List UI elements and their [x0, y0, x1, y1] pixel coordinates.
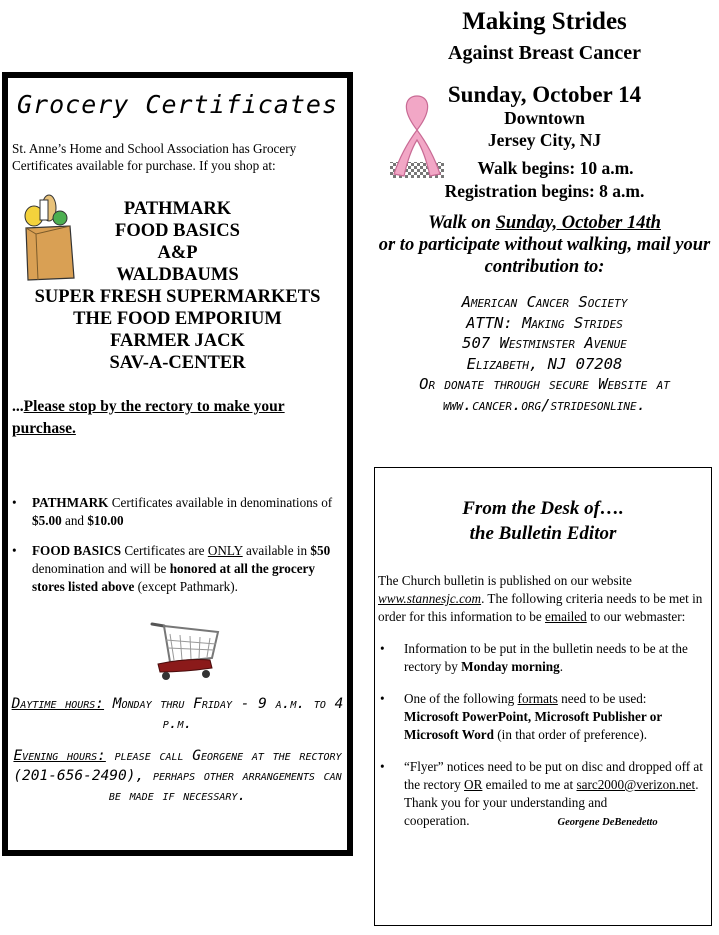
formats-word: formats [517, 691, 558, 706]
emailed-word: emailed [545, 609, 587, 624]
list-item [378, 640, 704, 676]
walk-on-text: Walk on [428, 213, 496, 233]
address-line: Or donate through secure Website at [419, 375, 670, 393]
strides-date: Sunday, October 14 [447, 82, 642, 107]
store-name: FOOD BASICS [115, 221, 240, 241]
grocery-title: Grocery Certificates [16, 90, 339, 119]
or-word: OR [464, 777, 483, 792]
desk-text: . [695, 777, 699, 792]
desk-title-line: the Bulletin Editor [469, 523, 617, 544]
address-line: www.cancer.org/stridesonline. [443, 395, 646, 414]
stop-text: Please stop by the rectory to make your purchase. [12, 398, 285, 437]
bullet-honored: honored at all the grocery stores listed above [32, 561, 316, 594]
bullet-text: Certificates are [121, 543, 208, 558]
stop-by-rectory [12, 396, 337, 440]
strides-location-2: Jersey City, NJ [487, 130, 602, 150]
desk-text: “Flyer” notices need to be put on disc and dropped off at the rectory [404, 759, 703, 792]
list-item [378, 758, 704, 832]
strides-title: Making Strides [462, 8, 627, 35]
editor-signature: Georgene DeBenedetto [557, 817, 658, 828]
bullet-text: and [61, 513, 88, 528]
bullet-text: (except Pathmark). [134, 579, 238, 594]
store-name: A&P [157, 243, 198, 263]
walk-on-rest: or to participate without walking, mail your contribution to: [378, 235, 711, 277]
list-item [378, 690, 704, 744]
desk-bold: Monday morning [461, 659, 560, 674]
grocery-intro: St. Anne’s Home and School Association has Grocery Certificates available for purchase. If you shop at: [12, 141, 297, 173]
evening-text: please call Georgene at the rectory (201-656-2490), perhaps other arrangements can be made if necessary. [13, 748, 342, 804]
bullet-amount: $10.00 [87, 513, 124, 528]
bullet-store: PATHMARK [32, 495, 109, 510]
address-line: ATTN: Making Strides [466, 313, 623, 332]
bullet-text: Certificates available in denominations of [108, 495, 333, 510]
address-line: American Cancer Society [461, 293, 628, 311]
bullet-amount: $50 [310, 543, 331, 558]
grocery-panel-border [2, 72, 353, 856]
walk-on-date: Sunday, October 14th [495, 213, 661, 233]
email-link[interactable]: sarc2000@verizon.net [576, 777, 696, 792]
list-item [12, 494, 337, 530]
store-name: FARMER JACK [110, 331, 245, 351]
desk-intro [378, 572, 704, 626]
desk-text: Information to be put in the bulletin needs to be at the rectory by [404, 641, 688, 674]
strides-subtitle: Against Breast Cancer [448, 42, 641, 64]
daytime-label: Daytime hours: [11, 696, 105, 712]
desk-title [375, 496, 711, 546]
store-list [8, 198, 347, 374]
stop-prefix: ... [12, 398, 24, 415]
store-name: SAV-A-CENTER [109, 353, 246, 373]
store-name: THE FOOD EMPORIUM [73, 309, 282, 329]
desk-text: need to be used: [557, 691, 647, 706]
evening-label: Evening hours: [13, 748, 106, 764]
grocery-panel [8, 78, 347, 850]
store-name: WALDBAUMS [116, 265, 239, 285]
store-name: SUPER FRESH SUPERMARKETS [34, 287, 321, 307]
bullet-store: FOOD BASICS [32, 543, 122, 558]
bullet-text: denomination and will be [32, 561, 170, 576]
desk-body [378, 572, 704, 846]
website-link[interactable]: www.stannesjc.com [378, 591, 482, 606]
bulletin-editor-box [374, 467, 712, 926]
daytime-hours [10, 694, 345, 734]
bullet-text: available in [242, 543, 311, 558]
shopping-cart-icon [148, 618, 224, 682]
desk-text: to our webmaster: [586, 609, 686, 624]
strides-walk-time: Walk begins: 10 a.m. [477, 158, 634, 178]
desk-text: . The following criteria needs to be met in order for this information to be [378, 591, 703, 624]
desk-text: emailed to me at [482, 777, 577, 792]
strides-walk-on [370, 212, 719, 278]
store-name: PATHMARK [123, 199, 232, 219]
list-item [12, 542, 337, 596]
desk-text: One of the following [404, 691, 518, 706]
desk-text: . [559, 659, 563, 674]
daytime-text: Monday thru Friday - 9 a.m. to 4 p.m. [104, 696, 344, 732]
desk-bold: Microsoft PowerPoint, Microsoft Publisher or Microsoft Word [404, 709, 662, 742]
address-line: 507 Westminster Avenue [462, 334, 627, 352]
thanks-text: Thank you for your understanding and cooperation. [404, 795, 608, 828]
desk-text: (in that order of preference). [493, 727, 648, 742]
acs-address [370, 292, 719, 415]
strides-location-1: Downtown [504, 108, 585, 128]
bullet-only: ONLY [207, 543, 243, 558]
strides-registration-time: Registration begins: 8 a.m. [444, 181, 645, 201]
bullet-amount: $5.00 [32, 513, 62, 528]
desk-title-line: From the Desk of…. [462, 498, 624, 519]
address-line: Elizabeth, NJ 07208 [466, 354, 623, 373]
evening-hours [10, 746, 345, 806]
certificate-bullets [12, 494, 337, 608]
desk-text: The Church bulletin is published on our website [378, 573, 632, 588]
